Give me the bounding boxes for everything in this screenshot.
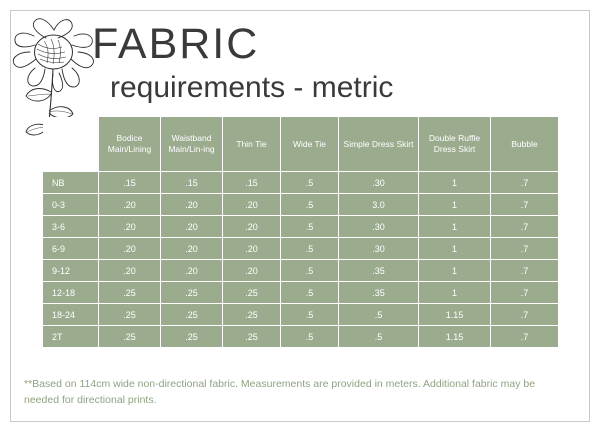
cell-double-ruffle-dress-skirt: 1 [419,172,491,194]
cell-wide-tie: .5 [281,282,339,304]
table-row [43,304,559,326]
column-header-thin-tie: Thin Tie [223,117,281,172]
cell-double-ruffle-dress-skirt: 1 [419,282,491,304]
page-title: FABRIC [92,20,260,68]
cell-waistband: .20 [161,260,223,282]
cell-bubble: .7 [491,216,559,238]
cell-thin-tie: .20 [223,260,281,282]
row-size-label: 2T [43,326,99,348]
cell-simple-dress-skirt: .35 [339,260,419,282]
cell-wide-tie: .5 [281,304,339,326]
cell-double-ruffle-dress-skirt: 1 [419,260,491,282]
cell-double-ruffle-dress-skirt: 1 [419,238,491,260]
cell-bodice: .20 [99,238,161,260]
cell-thin-tie: .15 [223,172,281,194]
cell-thin-tie: .20 [223,194,281,216]
cell-bodice: .20 [99,260,161,282]
column-header-waistband: Waistband Main/Lin-ing [161,117,223,172]
cell-simple-dress-skirt: 3.0 [339,194,419,216]
cell-thin-tie: .25 [223,326,281,348]
cell-simple-dress-skirt: .30 [339,238,419,260]
column-header-bubble: Bubble [491,117,559,172]
table-header-row [43,117,559,172]
cell-double-ruffle-dress-skirt: 1 [419,194,491,216]
cell-wide-tie: .5 [281,326,339,348]
cell-bodice: .20 [99,216,161,238]
cell-thin-tie: .25 [223,282,281,304]
row-size-label: 0-3 [43,194,99,216]
cell-simple-dress-skirt: .5 [339,326,419,348]
cell-waistband: .25 [161,304,223,326]
footnote-text: **Based on 114cm wide non-directional fabric. Measurements are provided in meters. Additional fabric may be needed for directional prints. [24,378,536,407]
cell-simple-dress-skirt: .5 [339,304,419,326]
cell-bubble: .7 [491,172,559,194]
cell-double-ruffle-dress-skirt: 1 [419,216,491,238]
cell-bodice: .20 [99,194,161,216]
page-subtitle: requirements - metric [110,71,394,105]
cell-double-ruffle-dress-skirt: 1.15 [419,326,491,348]
cell-thin-tie: .20 [223,238,281,260]
column-header-simple-dress-skirt: Simple Dress Skirt [339,117,419,172]
table-row [43,260,559,282]
cell-simple-dress-skirt: .30 [339,172,419,194]
cell-simple-dress-skirt: .30 [339,216,419,238]
column-header-bodice: Bodice Main/Lining [99,117,161,172]
row-size-label: NB [43,172,99,194]
cell-waistband: .25 [161,326,223,348]
cell-bubble: .7 [491,238,559,260]
cell-double-ruffle-dress-skirt: 1.15 [419,304,491,326]
table-corner-cell [43,117,99,172]
cell-bubble: .7 [491,326,559,348]
cell-bodice: .25 [99,326,161,348]
table-row [43,326,559,348]
cell-waistband: .20 [161,238,223,260]
table-row [43,172,559,194]
table-row [43,194,559,216]
cell-waistband: .20 [161,194,223,216]
cell-simple-dress-skirt: .35 [339,282,419,304]
row-size-label: 18-24 [43,304,99,326]
cell-bodice: .15 [99,172,161,194]
table-row [43,238,559,260]
cell-wide-tie: .5 [281,238,339,260]
cell-thin-tie: .25 [223,304,281,326]
table-row [43,216,559,238]
fabric-requirements-table-wrap [42,116,558,348]
cell-wide-tie: .5 [281,216,339,238]
cell-waistband: .20 [161,216,223,238]
cell-bubble: .7 [491,194,559,216]
cell-bodice: .25 [99,282,161,304]
cell-waistband: .25 [161,282,223,304]
fabric-requirements-table [42,116,559,348]
cell-waistband: .15 [161,172,223,194]
cell-bubble: .7 [491,304,559,326]
title-block [92,22,562,104]
column-header-wide-tie: Wide Tie [281,117,339,172]
row-size-label: 9-12 [43,260,99,282]
cell-thin-tie: .20 [223,216,281,238]
cell-bubble: .7 [491,282,559,304]
row-size-label: 3-6 [43,216,99,238]
cell-bubble: .7 [491,260,559,282]
row-size-label: 12-18 [43,282,99,304]
cell-wide-tie: .5 [281,260,339,282]
cell-bodice: .25 [99,304,161,326]
table-row [43,282,559,304]
cell-wide-tie: .5 [281,172,339,194]
row-size-label: 6-9 [43,238,99,260]
cell-wide-tie: .5 [281,194,339,216]
column-header-double-ruffle-dress-skirt: Double Ruffle Dress Skirt [419,117,491,172]
